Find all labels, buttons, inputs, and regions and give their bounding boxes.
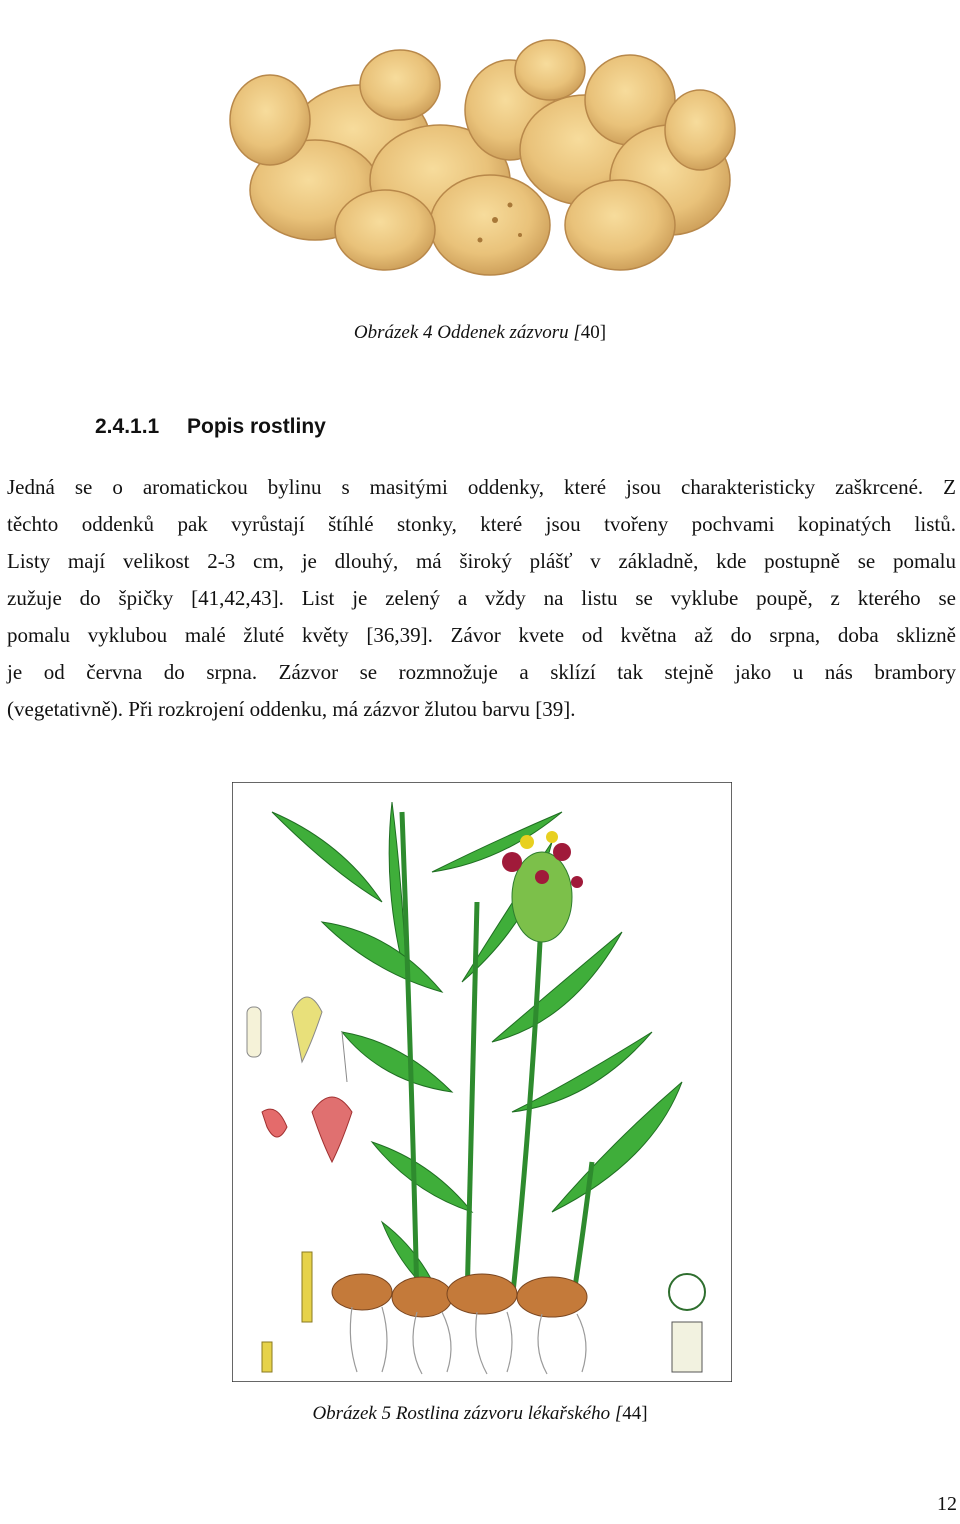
section-title: Popis rostliny — [187, 415, 326, 438]
paragraph-line: zužuje do špičky [41,42,43]. List je zelený a vždy na listu se vyklube poupě, z kterého se — [7, 586, 956, 610]
ginger-rhizome-image — [210, 30, 750, 310]
paragraph-line: (vegetativně). Při rozkrojení oddenku, má zázvor žlutou barvu [39]. — [7, 697, 576, 721]
ginger-plant-illustration — [232, 782, 732, 1382]
figure-caption-2 — [0, 1403, 960, 1425]
caption-close: ] — [599, 322, 607, 343]
page-number: 12 — [937, 1493, 957, 1515]
paragraph-line: Jedná se o aromatickou bylinu s masitými oddenky, které jsou charakteristicky zaškrcené. Z — [7, 475, 956, 499]
section-number: 2.4.1.1 — [95, 415, 160, 438]
paragraph-line: pomalu vyklubou malé žluté květy [36,39]. Závor kvete od května až do srpna, doba sklizně — [7, 623, 956, 647]
caption-text: Rostlina zázvoru lékařského [ — [395, 1403, 623, 1424]
caption-ref: 40 — [580, 322, 600, 343]
paragraph-line: těchto oddenků pak vyrůstají štíhlé stonky, které jsou tvořeny pochvami kopinatých listů. — [7, 512, 956, 536]
paragraph-line: je od června do srpna. Zázvor se rozmnožuje a sklízí tak stejně jako u nás brambory — [7, 660, 956, 684]
caption-label: Obrázek 5 — [312, 1403, 396, 1424]
caption-label: Obrázek 4 — [353, 322, 438, 343]
caption-text: Oddenek zázvoru [ — [437, 322, 581, 343]
caption-close: ] — [641, 1403, 648, 1424]
figure-caption-1 — [0, 322, 960, 344]
section-heading — [95, 415, 326, 439]
body-paragraph — [7, 469, 956, 728]
caption-ref: 44 — [622, 1403, 642, 1424]
paragraph-line: Listy mají velikost 2-3 cm, je dlouhý, má široký plášť v základně, kde postupně se pomalu — [7, 549, 956, 573]
